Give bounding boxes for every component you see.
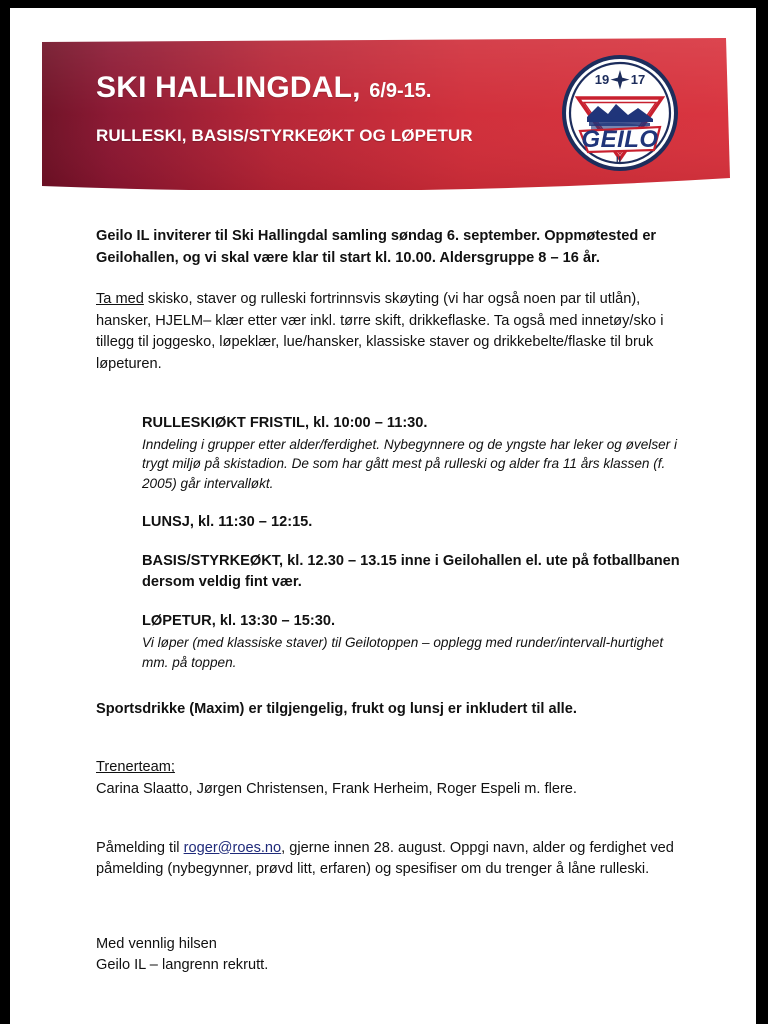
banner-title [96, 72, 566, 104]
banner-text-group [96, 72, 566, 146]
schedule-item [142, 551, 682, 593]
intro-paragraph: Geilo IL inviterer til Ski Hallingdal samling søndag 6. september. Oppmøtested er Geilohallen, og vi skal være klar til start kl. 10.00. Aldersgruppe 8 – 16 år. [96, 228, 657, 266]
bring-label: Ta med [96, 291, 144, 308]
logo-year-left: 19 [594, 72, 610, 87]
schedule-item [142, 512, 682, 533]
header-banner [42, 38, 730, 190]
coach-names: Carina Slaatto, Jørgen Christensen, Frank Herheim, Roger Espeli m. flere. [96, 781, 577, 798]
scan-border-right [756, 0, 768, 1024]
schedule-item-note: Inndeling i grupper etter alder/ferdighet. Nybegynnere og de yngste har leker og øvelser i trygt miljø på skistadion. De som har gått mest på rulleski og alder fra 11 års klassen (f. 2005) går intervalløkt. [142, 436, 678, 492]
schedule-item-heading: RULLESKIØKT FRISTIL, kl. 10:00 – 11:30. [142, 414, 428, 431]
logo-year-right: 17 [630, 72, 646, 87]
bring-text: skisko, staver og rulleski fortrinnsvis skøyting (vi har også noen par til utlån), hansker, HJELM– klær etter vær inkl. tørre skift, drikkeflaske. Ta også med innetøy/sko i tillegg til joggesko, løpeklær, lue/hansker, klassiske staver og drikkebelte/flaske til bruk løpeturen. [96, 291, 664, 372]
bring-paragraph [96, 289, 682, 375]
geilo-il-logo-icon [558, 51, 682, 175]
schedule-list [142, 413, 682, 673]
banner-title-date: 6/9-15. [369, 80, 432, 102]
closing-line-2: Geilo IL – langrenn rekrutt. [96, 957, 269, 974]
schedule-item [142, 611, 682, 673]
banner-title-main: SKI HALLINGDAL, [96, 71, 361, 104]
signup-email-link[interactable]: roger@roes.no [183, 839, 282, 856]
banner-subtitle: RULLESKI, BASIS/STYRKEØKT OG LØPETUR [96, 125, 473, 145]
closing-line-1: Med vennlig hilsen [96, 935, 217, 952]
signup-text-before: Påmelding til [96, 839, 184, 856]
logo-club-name: GEILO [581, 126, 659, 153]
logo-club-suffix: IL [616, 155, 624, 165]
schedule-item-heading: LØPETUR, kl. 13:30 – 15:30. [142, 613, 336, 630]
schedule-item-note: Vi løper (med klassiske staver) til Geilotoppen – opplegg med runder/intervall-hurtighet mm. på toppen. [142, 635, 664, 671]
document-body [96, 226, 682, 977]
coach-label [96, 757, 682, 779]
coach-label-text: Trenerteam; [96, 759, 175, 776]
schedule-item-heading: LUNSJ, kl. 11:30 – 12:15. [142, 513, 313, 530]
scan-border-top [0, 0, 768, 8]
logo-club-name-band [580, 126, 660, 153]
drinks-paragraph: Sportsdrikke (Maxim) er tilgjengelig, frukt og lunsj er inkludert til alle. [96, 700, 577, 717]
scan-border-left [0, 0, 10, 1024]
signup-text-after: , gjerne innen 28. august. Oppgi navn, alder og ferdighet ved påmelding (nybegynner, prøvd litt, erfaren) og spesifiser om du trenger å låne rulleski. [96, 839, 674, 878]
schedule-item [142, 413, 682, 494]
schedule-item-heading: BASIS/STYRKEØKT, kl. 12.30 – 13.15 inne i Geilohallen el. ute på fotballbanen dersom veldig fint vær. [142, 552, 680, 591]
signup-paragraph [96, 838, 682, 881]
